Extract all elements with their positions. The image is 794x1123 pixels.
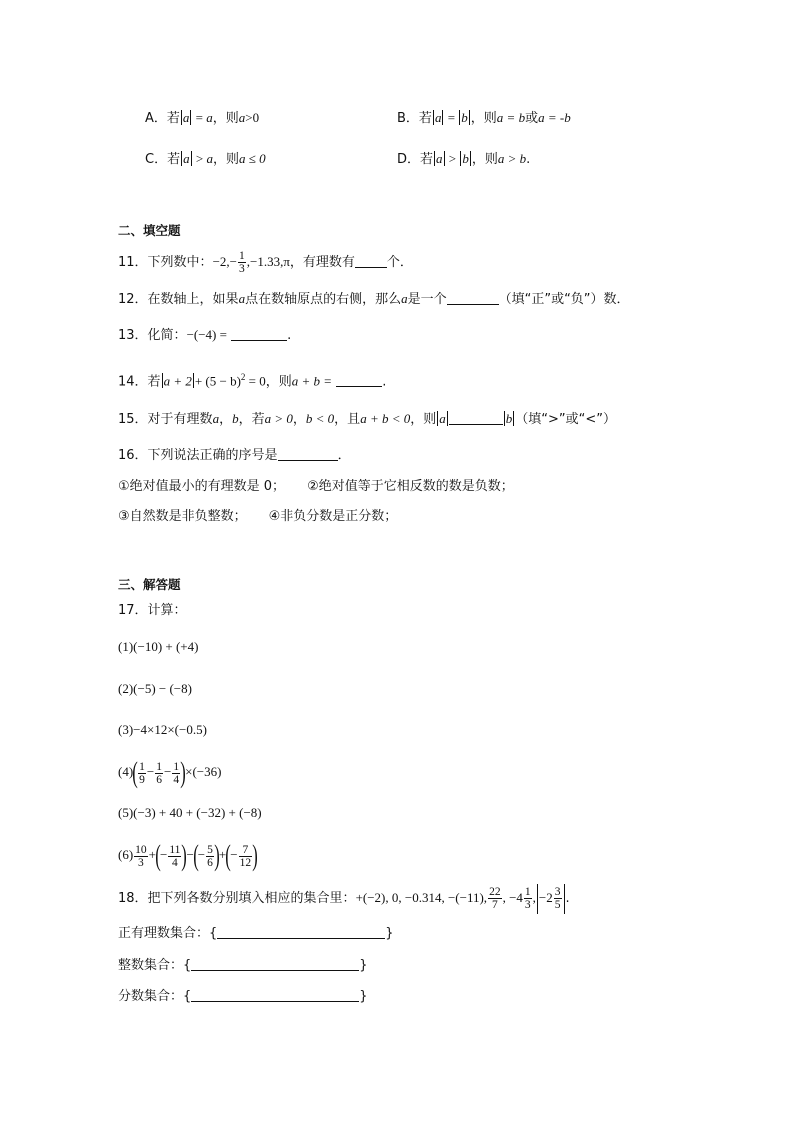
question-17-part-6: (6) $\frac{10}{3}$ +(− $\frac{11}{4}$ )−(− $\frac{5}{6}$ )+(− $\frac{7}{12}$ ) [118, 839, 258, 873]
question-14: 14．若 $a + 2 + (5 - b)^2 = 0$，则a + b = . [118, 372, 387, 390]
answer-blank[interactable] [217, 925, 385, 939]
option-b: B．若 a = b ，则a = b或a = -b [397, 110, 571, 126]
set-positive-rationals: 正有理数集合：{ } [118, 926, 394, 941]
section-title-solve: 三、解答题 [118, 577, 181, 592]
question-15: 15．对于有理数a，b，若a > 0，b < 0，且a + b < 0，则 a b （填“>”或“<”） [118, 411, 616, 427]
answer-blank[interactable] [191, 957, 359, 971]
question-16-statements-1: ①绝对值最小的有理数是 0； ②绝对值等于它相反数的数是负数； [118, 479, 514, 494]
question-12: 12．在数轴上，如果a点在数轴原点的右侧，那么a是一个 （填“正”或“负”）数． [118, 291, 630, 307]
option-d: D．若 a > b ，则a > b. [397, 151, 531, 167]
question-11: 11．下列数中：−2,− $\frac{1}{3}$ ,−1.33,π，有理数有 个． [118, 250, 413, 275]
question-17-part-3: (3)−4×12×(−0.5) [118, 722, 207, 737]
set-fractions: 分数集合：{ } [118, 989, 368, 1004]
question-18: 18．把下列各数分别填入相应的集合里：+(−2), 0, −0.314, −(−11), $\frac{22}{7}$ , −4 $\frac{1}{3}$ , −2 $\frac{3}{5}$ . [118, 882, 570, 915]
option-a: A．若 a = a，则a>0 [145, 110, 260, 126]
question-16-statements-2: ③自然数是非负整数； ④非负分数是正分数； [118, 509, 398, 524]
answer-blank[interactable] [191, 988, 359, 1002]
question-17-part-5: (5)(−3) + 40 + (−32) + (−8) [118, 805, 262, 820]
option-c: C．若 a > a，则a ≤ 0 [145, 151, 266, 167]
question-17-part-1: (1)(−10) + (+4) [118, 639, 199, 654]
question-17: 17．计算： [118, 603, 187, 618]
set-integers: 整数集合：{ } [118, 958, 368, 973]
section-title-fill-in: 二、填空题 [118, 223, 181, 238]
question-16: 16．下列说法正确的序号是 ． [118, 448, 351, 463]
question-17-part-2: (2)(−5) − (−8) [118, 681, 192, 696]
question-17-part-4: (4)( $\frac{1}{9}$ − $\frac{1}{6}$ − $\frac{1}{4}$ )×(−36) [118, 756, 222, 790]
question-13: 13．化简：−(−4) = . [118, 327, 292, 343]
